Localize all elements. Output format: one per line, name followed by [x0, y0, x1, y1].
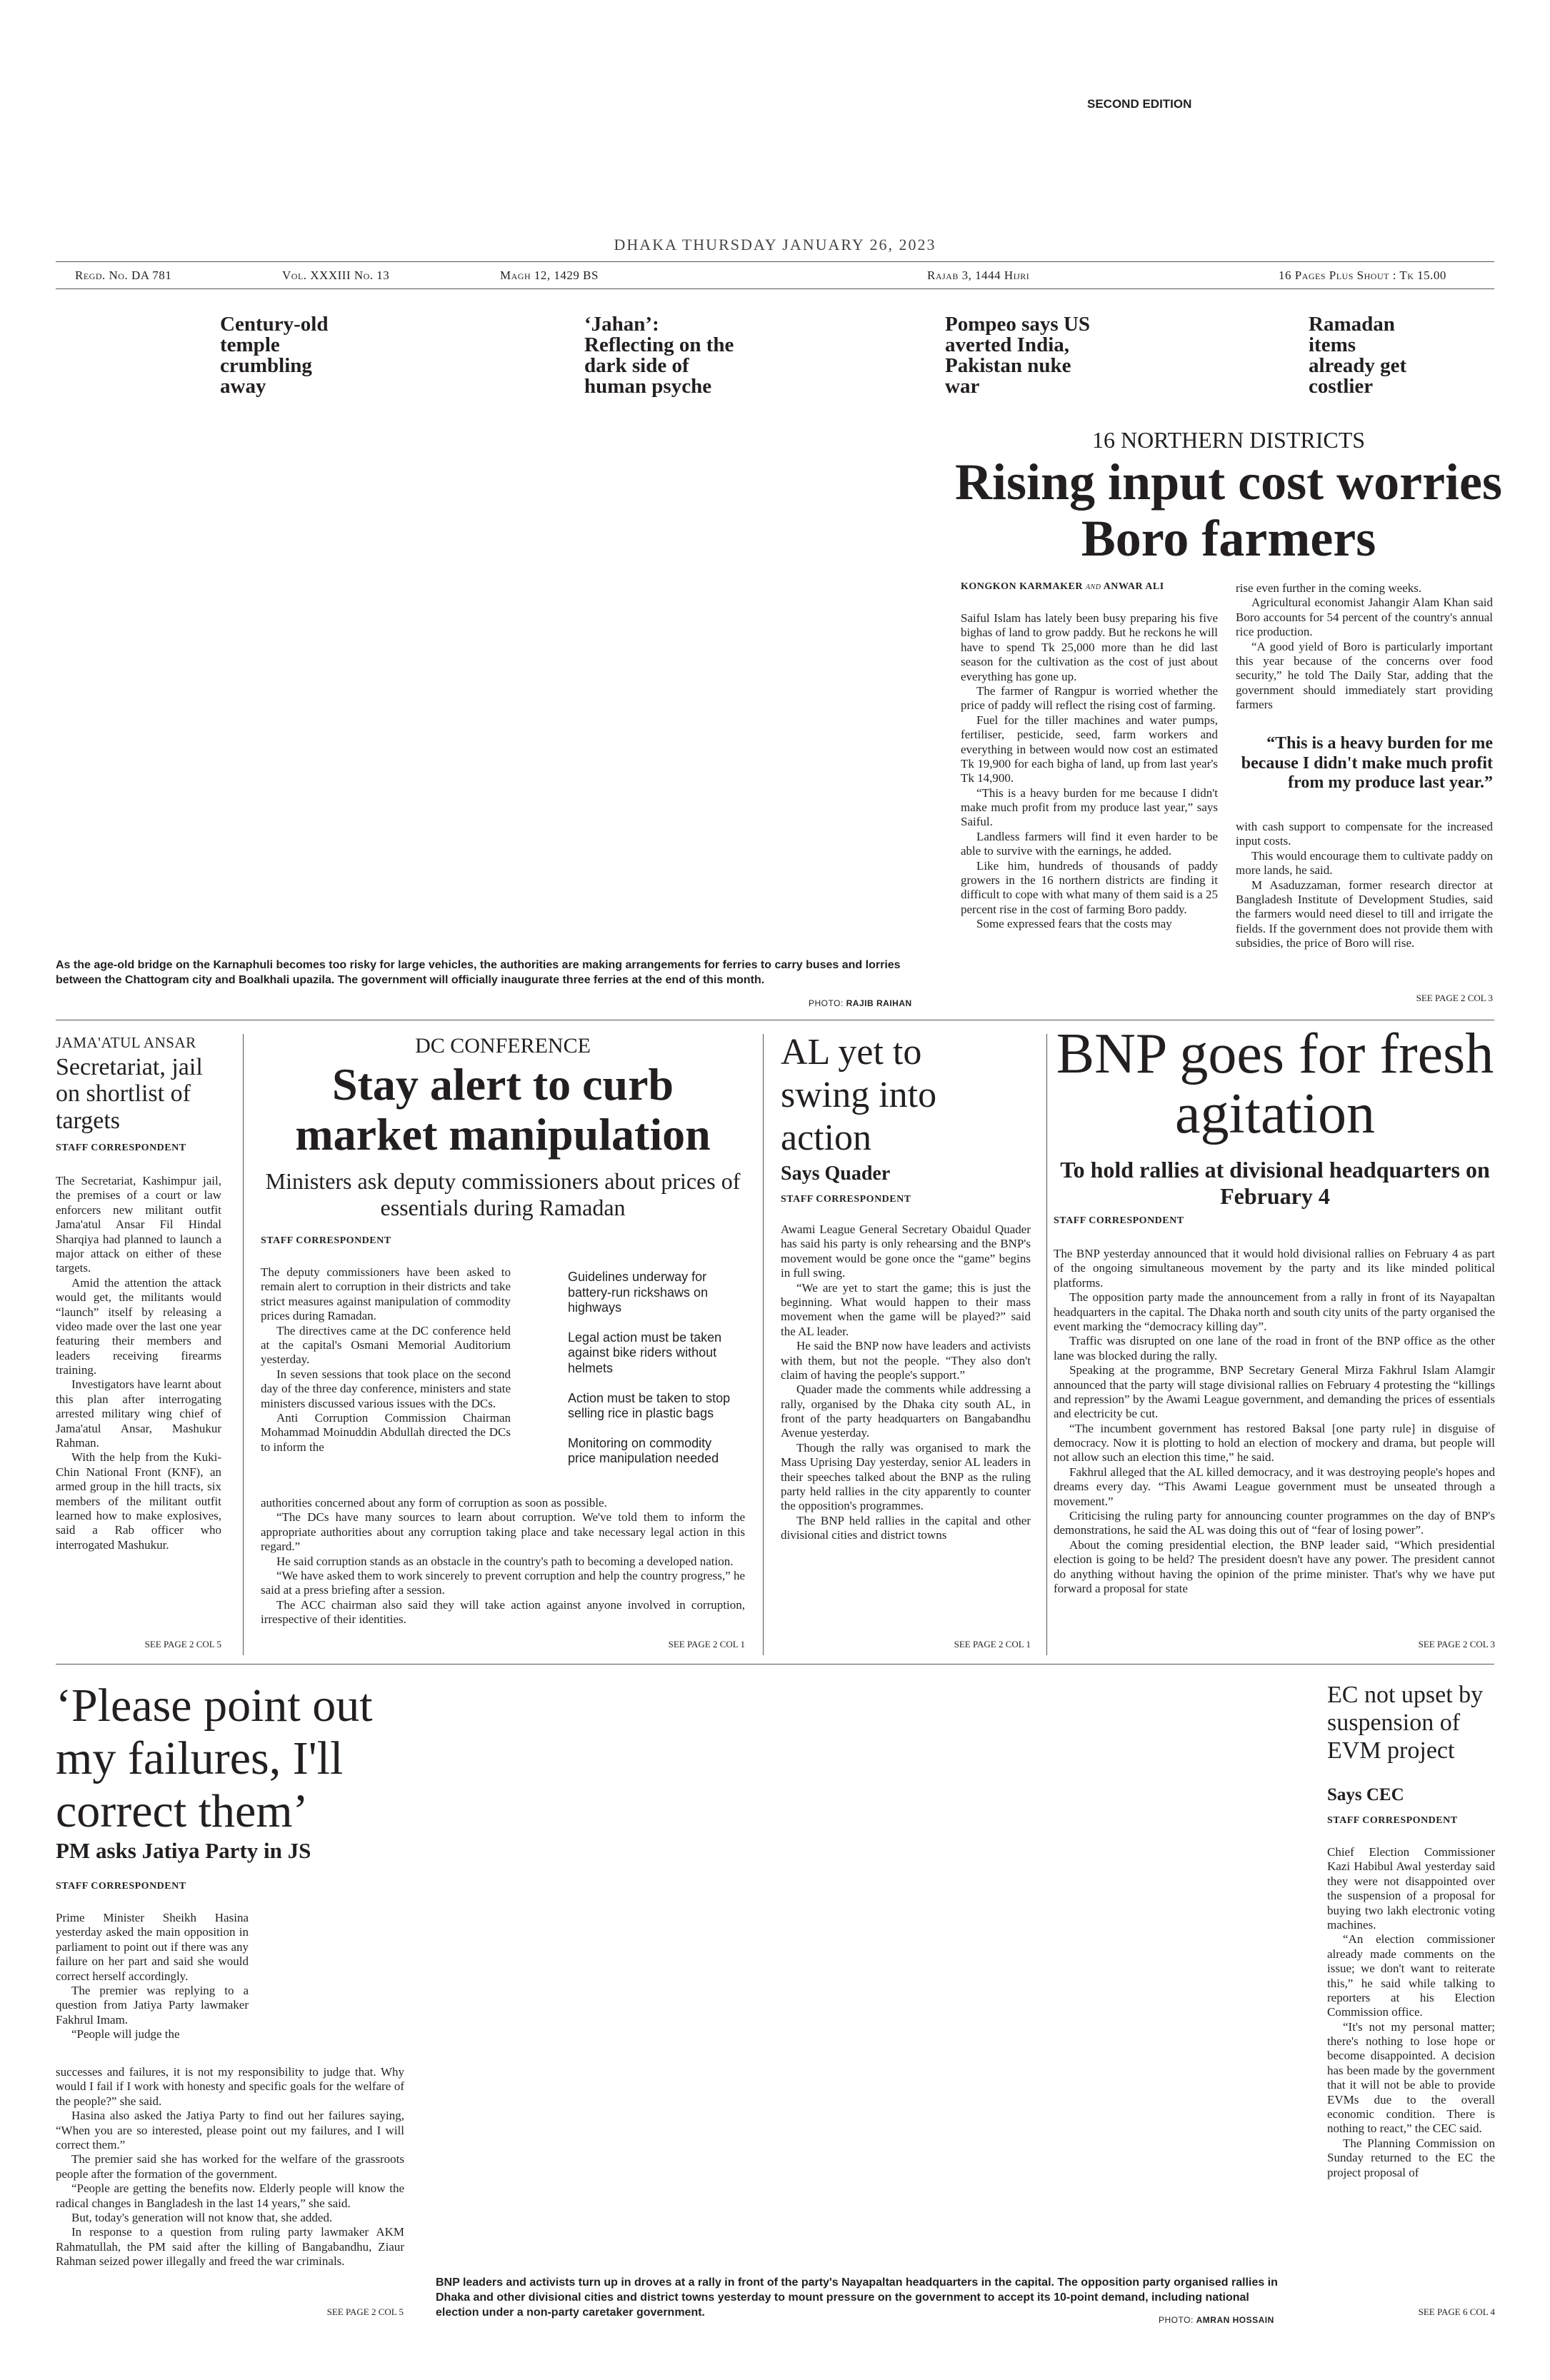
- pm-body-bottom: successes and failures, it is not my responsibility to judge that. Why would I fail if I work with honesty and specific goals for the welfare of the people?” she said. Hasina also asked the Jatiya Party to find out her failures saying, “When you are so interested, please point out my failures, and I will correct them.” The premier said she has worked for the welfare of the grassroots people after the formation of the government. “People are getting the benefits now. Elderly people will know the radical changes in Bangladesh in the last 14 years,” she said. But, today's generation will not know that, she added. In response to a question from ruling party lawmaker AKM Rahmatullah, the PM said after the killing of Bangabandhu, Ziaur Rahman seized power illegally and freed the war criminals.: [56, 2065, 404, 2269]
- photo-caption-karnaphuli: As the age-old bridge on the Karnaphuli becomes too risky for large vehicles, the authorities are making arrangements for ferries to carry buses and lorries between the Chattogram city and Boalkhali upazila. The government will officially inaugurate three ferries at the end of this month.: [56, 959, 901, 986]
- bnp-headline[interactable]: BNP goes for fresh agitation: [1056, 1023, 1494, 1145]
- boro-jump[interactable]: SEE PAGE 2 COL 3: [1416, 993, 1493, 1003]
- jamaatul-kicker: JAMA'ATUL ANSAR: [56, 1034, 196, 1051]
- bangla-date: Magh 12, 1429 BS: [500, 268, 599, 282]
- dc-body-bottom: authorities concerned about any form of corruption as soon as possible. “The DCs have many sources to learn about corruption. We've told them to inform the appropriate authorities about any corruption taking place and take necessary legal action in this regard.” He said corruption stands as an obstacle in the country's path to becoming a developed nation. “We have asked them to work sincerely to prevent corruption and help the country progress,” he said at a press briefing after a session. The ACC chairman also said they will take action against anyone involved in corruption, irrespective of their identities.: [261, 1496, 745, 1627]
- dc-bullet: Guidelines underway for battery-run rickshaws on highways: [568, 1270, 709, 1315]
- boro-pullquote: “This is a heavy burden for me because I didn't make much profit from my produce last year.”: [1241, 734, 1493, 793]
- volume-number: Vol. XXXIII No. 13: [282, 268, 390, 282]
- ec-byline: STAFF CORRESPONDENT: [1327, 1815, 1458, 1826]
- teaser-ramadan[interactable]: Ramadan items already get costlier: [1309, 313, 1407, 398]
- section-rule-2: [56, 1664, 1494, 1665]
- dateline: DHAKA THURSDAY JANUARY 26, 2023: [614, 236, 936, 253]
- boro-headline[interactable]: Rising input cost worries Boro farmers: [954, 453, 1503, 568]
- teaser-jahan[interactable]: ‘Jahan’: Reflecting on the dark side of human psyche: [584, 313, 734, 398]
- price: 16 Pages Plus Shout : Tk 15.00: [1279, 268, 1446, 282]
- al-subhead: Says Quader: [781, 1163, 891, 1185]
- edition-label: SECOND EDITION: [1087, 97, 1192, 111]
- jamaatul-headline[interactable]: Secretariat, jail on shortlist of targets: [56, 1054, 203, 1134]
- bnp-subhead: To hold rallies at divisional headquarters on February 4: [1060, 1157, 1490, 1209]
- al-byline: STAFF CORRESPONDENT: [781, 1194, 911, 1205]
- dc-byline: STAFF CORRESPONDENT: [261, 1235, 391, 1246]
- dc-bullet: Legal action must be taken against bike riders without helmets: [568, 1330, 722, 1375]
- dc-subhead: Ministers ask deputy commissioners about prices of essentials during Ramadan: [265, 1168, 741, 1220]
- pm-body-top: Prime Minister Sheikh Hasina yesterday asked the main opposition in parliament to point out if there was any failure on her part and said she would correct herself accordingly. The premier was replying to a question from Jatiya Party lawmaker Fakhrul Imam. “People will judge the: [56, 1911, 249, 2042]
- dc-jump[interactable]: SEE PAGE 2 COL 1: [668, 1639, 745, 1650]
- photo-credit-karnaphuli: PHOTO: RAJIB RAIHAN: [809, 998, 912, 1008]
- pm-byline: STAFF CORRESPONDENT: [56, 1881, 186, 1892]
- boro-kicker: 16 NORTHERN DISTRICTS: [1091, 427, 1366, 453]
- ec-body: Chief Election Commissioner Kazi Habibul Awal yesterday said they were not disappointed over the suspension of a proposal for buying two lakh electronic voting machines. “An election commissioner already made comments on the issue; we don't want to reiterate this,” he said while talking to reporters at his Election Commission office. “It's not my personal matter; there's nothing to lose hope or become disappointed. A decision has been made by the government that it will not be able to provide EVMs due to the overall economic condition. There is nothing to react,” the CEC said. The Planning Commission on Sunday returned to the EC the project proposal of: [1327, 1845, 1495, 2179]
- photo-credit-bnp-rally: PHOTO: AMRAN HOSSAIN: [1159, 2315, 1274, 2325]
- dc-body-top: The deputy commissioners have been asked to remain alert to corruption in their districts and take strict measures against manipulation of commodity prices during Ramadan. The directives came at the DC conference held at the capital's Osmani Memorial Auditorium yesterday. In seven sessions that took place on the second day of the three day conference, ministers and state ministers discussed various issues with the DCs. Anti Corruption Commission Chairman Mohammad Moinuddin Abdullah directed the DCs to inform the: [261, 1265, 511, 1454]
- dc-headline[interactable]: Stay alert to curb market manipulation: [295, 1059, 711, 1160]
- al-jump[interactable]: SEE PAGE 2 COL 1: [954, 1639, 1031, 1650]
- regd-number: Regd. No. DA 781: [75, 268, 172, 282]
- masthead-rule: [56, 261, 1494, 262]
- pm-subhead: PM asks Jatiya Party in JS: [56, 1838, 311, 1863]
- ec-headline[interactable]: EC not upset by suspension of EVM project: [1327, 1682, 1484, 1764]
- dc-bullet: Action must be taken to stop selling rice in plastic bags: [568, 1390, 731, 1421]
- dc-bullet: Monitoring on commodity price manipulation needed: [568, 1435, 719, 1466]
- jamaatul-body: The Secretariat, Kashimpur jail, the premises of a court or law enforcers new militant outfit Jama'atul Ansar Fil Hindal Sharqiya had planned to launch a major attack on either of these targets. Amid the attention the attack would get, the militants would “launch” itself by releasing a video made over the last one year featuring their members and leaders receiving firearms training. Investigators have learnt about this plan after interrogating arrested military wing chief of Jama'atul Ansar, Mashukur Rahman. With the help from the Kuki-Chin National Front (KNF), an armed group in the hill tracts, six members of the militant outfit learned how to make explosives, said a Rab officer who interrogated Mashukur.: [56, 1174, 221, 1552]
- teaser-pompeo[interactable]: Pompeo says US averted India, Pakistan nuke war: [945, 313, 1091, 398]
- column-rule-1: [243, 1034, 244, 1655]
- column-rule-3: [1046, 1034, 1047, 1655]
- pm-jump[interactable]: SEE PAGE 2 COL 5: [326, 2306, 404, 2317]
- dc-bullet-box: [568, 1270, 739, 1481]
- hijri-date: Rajab 3, 1444 Hijri: [927, 268, 1030, 282]
- column-rule-2: [763, 1034, 764, 1655]
- pm-headline[interactable]: ‘Please point out my failures, I'll correct them’: [56, 1679, 373, 1837]
- al-body: Awami League General Secretary Obaidul Quader has said his party is only rehearsing and the BNP's movement would be gone once the “game” begins in full swing. “We are yet to start the game; this is just the beginning. What would happen to their mass movement when the game will be played?” said the AL leader. He said the BNP now have leaders and activists with them, but not the people. “They also don't claim of having the people's support.” Quader made the comments while addressing a rally, organised by the Dhaka city south AL, in front of the party headquarters on Bangabandhu Avenue yesterday. Though the rally was organised to mark the Mass Uprising Day yesterday, senior AL leaders in their speeches talked about the BNP as the ruling party held rallies in the city apparently to counter the opposition's programmes. The BNP held rallies in the capital and other divisional cities and district towns: [781, 1222, 1031, 1542]
- photo-caption-bnp-rally: BNP leaders and activists turn up in droves at a rally in front of the party's Nayapaltan headquarters in the capital. The opposition party organised rallies in Dhaka and other divisional cities and district towns yesterday to mount pressure on the government to accept its 10-point demand, including national election under a non-party caretaker government.: [436, 2276, 1278, 2319]
- ec-jump[interactable]: SEE PAGE 6 COL 4: [1418, 2306, 1495, 2317]
- bnp-jump[interactable]: SEE PAGE 2 COL 3: [1418, 1639, 1495, 1650]
- jamaatul-jump[interactable]: SEE PAGE 2 COL 5: [144, 1639, 221, 1650]
- boro-col2-bottom: with cash support to compensate for the increased input costs. This would encourage them to cultivate paddy on more lands, he said. M Asaduzzaman, former research director at Bangladesh Institute of Development Studies, said the farmers would need diesel to till and irrigate the fields. If the government does not provide them with subsidies, the price of Boro will rise.: [1236, 820, 1493, 950]
- jamaatul-byline: STAFF CORRESPONDENT: [56, 1143, 186, 1153]
- boro-col2-top: rise even further in the coming weeks. Agricultural economist Jahangir Alam Khan said Boro accounts for 54 percent of the country's annual rice production. “A good yield of Boro is particularly important this year because of the concerns over food security,” he told The Daily Star, adding that the government should immediately start providing farmers: [1236, 581, 1493, 712]
- dc-kicker: DC CONFERENCE: [415, 1034, 591, 1058]
- boro-col1: Saiful Islam has lately been busy preparing his five bighas of land to grow paddy. But he reckons he will have to spend Tk 25,000 more than he did last season for the cultivation as the cost of just about everything has gone up. The farmer of Rangpur is worried whether the price of paddy will reflect the rising cost of farming. Fuel for the tiller machines and water pumps, fertiliser, pesticide, seed, farm workers and everything in between would now cost an estimated Tk 19,900 for each bigha of land, up from last year's Tk 14,900. “This is a heavy burden for me because I didn't make much profit from my produce last year,” says Saiful. Landless farmers will find it even harder to be able to survive with the earnings, he added. Like him, hundreds of thousands of paddy growers in the 16 northern districts are finding it difficult to cope with what many of them said is a 25 percent rise in the cost of farming Boro paddy. Some expressed fears that the costs may: [961, 611, 1218, 931]
- al-headline[interactable]: AL yet to swing into action: [781, 1032, 937, 1158]
- bnp-body: The BNP yesterday announced that it would hold divisional rallies on February 4 as part of the ongoing simultaneous movement by the party and its like minded political platforms. The opposition party made the announcement from a rally in front of its Nayapaltan headquarters in the capital. The Dhaka north and south city units of the party organised the event marking the “democracy killing day”. Traffic was disrupted on one lane of the road in front of the BNP office as the other lane was blocked during the rally. Speaking at the programme, BNP Secretary General Mirza Fakhrul Islam Alamgir announced that the party will stage divisional rallies on February 4 protesting the “killings and repression” by the Awami League government, and demanding the prices of essentials and electricity be cut. “The incumbent government has restored Baksal [one party rule] in disguise of democracy. Now it is plotting to hold an election of mockery and drama, but people will not allow such an election this time,” he said. Fakhrul alleged that the AL killed democracy, and it was destroying people's hopes and dreams every day. “This Awami League government must be unseated through a movement.” Criticising the ruling party for announcing counter programmes on the day of BNP's demonstrations, he said the AL was doing this out of “fear of losing power”. About the coming presidential election, the BNP leader said, “Which presidential election is going to be held? The president doesn't have any power. The president cannot do anything without having the opinion of the prime minister. That's why we have put forward a proposal for state: [1054, 1247, 1495, 1595]
- teaser-temple[interactable]: Century-old temple crumbling away: [220, 313, 329, 398]
- bnp-byline: STAFF CORRESPONDENT: [1054, 1215, 1184, 1226]
- ec-subhead: Says CEC: [1327, 1785, 1404, 1804]
- masthead-rule-bottom: [56, 288, 1494, 289]
- boro-byline: KONGKON KARMAKER and ANWAR ALI: [961, 581, 1164, 592]
